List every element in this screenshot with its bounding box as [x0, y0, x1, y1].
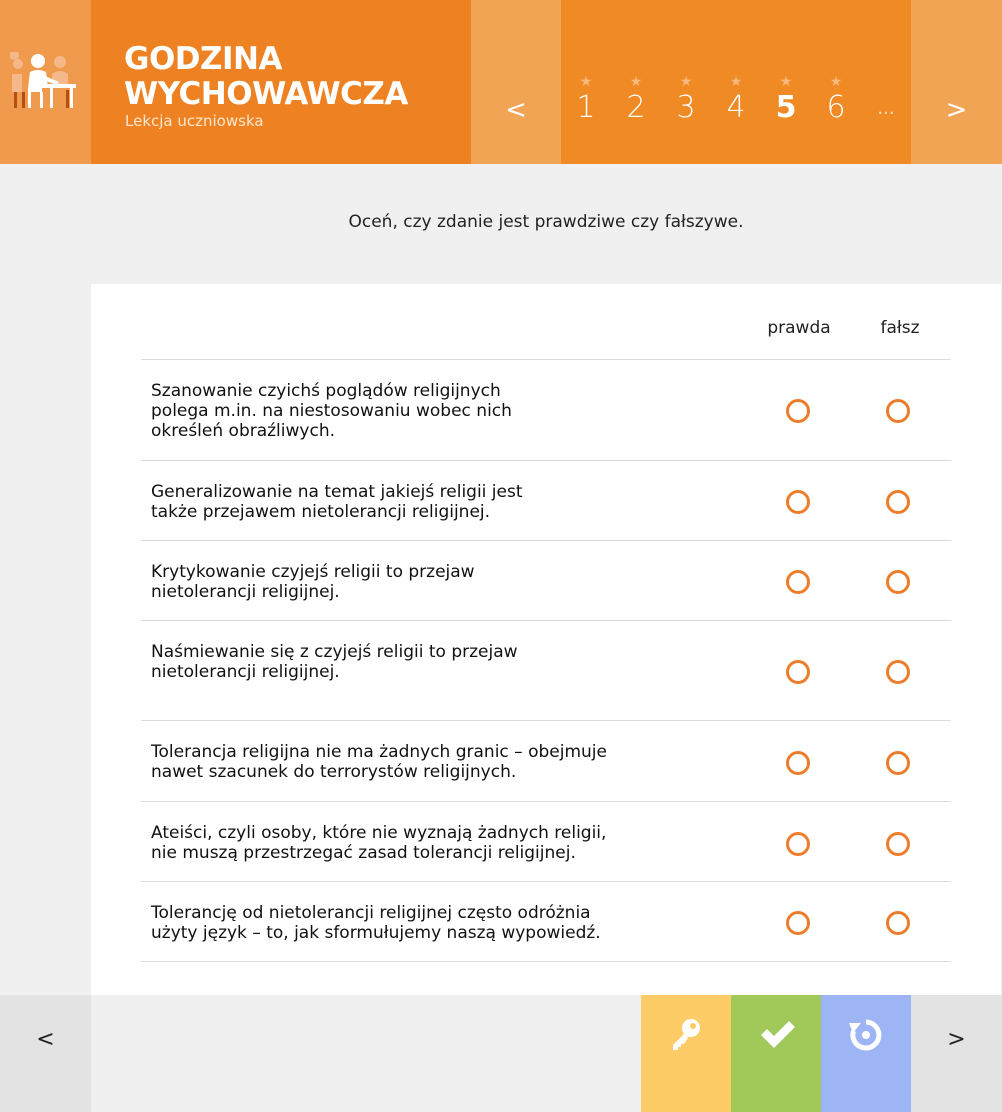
footer-prev-button[interactable]: < — [0, 995, 91, 1112]
statement-line: Naśmiewanie się z czyjejś religii to przejaw — [151, 642, 518, 662]
page-4-button[interactable] — [711, 0, 761, 164]
statement-row — [141, 540, 951, 620]
radio-false[interactable] — [886, 570, 910, 594]
page-number: 2 — [626, 90, 646, 125]
statement-line: użyty język – to, jak sformułujemy naszą wypowiedź. — [151, 923, 601, 943]
header — [0, 0, 1002, 164]
key-icon — [668, 1017, 704, 1053]
star-icon: ★ — [729, 74, 743, 90]
table-bottom-divider — [141, 961, 951, 962]
column-header-false: fałsz — [880, 318, 920, 338]
statement-line: nietolerancji religijnej. — [151, 582, 340, 602]
checkmark-icon — [758, 1017, 798, 1053]
statement-line: nawet szacunek do terrorystów religijnych. — [151, 762, 517, 782]
star-icon: ★ — [829, 74, 843, 90]
star-icon: ★ — [779, 74, 793, 90]
reset-button[interactable] — [821, 995, 911, 1112]
page-number: 3 — [676, 90, 696, 125]
statement-line: Szanowanie czyichś poglądów religijnych — [151, 381, 501, 401]
statement-text — [151, 642, 671, 682]
statement-line: Tolerancję od nietolerancji religijnej często odróżnia — [151, 903, 591, 923]
statement-row — [141, 620, 951, 720]
page-number: 6 — [826, 90, 846, 125]
star-icon: ★ — [629, 74, 643, 90]
statement-line: polega m.in. na niestosowaniu wobec nich — [151, 401, 512, 421]
hint-button[interactable] — [641, 995, 731, 1112]
star-icon: ★ — [579, 74, 593, 90]
statement-row — [141, 359, 951, 460]
student-at-desk-icon — [10, 52, 80, 112]
page-1-button[interactable] — [561, 0, 611, 164]
statement-row — [141, 801, 951, 881]
statement-line: nie muszą przestrzegać zasad tolerancji religijnej. — [151, 843, 576, 863]
page-number: 5 — [775, 90, 797, 125]
statement-row — [141, 720, 951, 801]
page-title — [124, 42, 408, 112]
radio-true[interactable] — [786, 399, 810, 423]
footer-spacer — [91, 995, 641, 1112]
title-block — [91, 0, 471, 164]
exercise-card — [91, 284, 1001, 995]
page-6-button[interactable] — [811, 0, 861, 164]
radio-false[interactable] — [886, 832, 910, 856]
statement-row — [141, 460, 951, 540]
statement-line: Tolerancja religijna nie ma żadnych granic – obejmuje — [151, 742, 607, 762]
radio-false[interactable] — [886, 751, 910, 775]
star-icon: ★ — [679, 74, 693, 90]
header-prev-button[interactable]: < — [471, 0, 561, 164]
column-header-true: prawda — [767, 318, 831, 338]
header-next-button[interactable]: > — [911, 0, 1002, 164]
radio-false[interactable] — [886, 490, 910, 514]
statement-line: nietolerancji religijnej. — [151, 662, 340, 682]
statement-line: Generalizowanie na temat jakiejś religii jest — [151, 482, 523, 502]
radio-true[interactable] — [786, 660, 810, 684]
page-more-button[interactable] — [861, 0, 911, 164]
statement-row — [141, 881, 951, 961]
radio-false[interactable] — [886, 399, 910, 423]
page-navigation — [561, 0, 911, 164]
page-subtitle: Lekcja uczniowska — [125, 112, 264, 130]
statement-text — [151, 381, 671, 441]
statement-text — [151, 742, 671, 782]
radio-false[interactable] — [886, 660, 910, 684]
reset-icon — [848, 1017, 884, 1053]
statement-line: Ateiści, czyli osoby, które nie wyznają żadnych religii, — [151, 823, 607, 843]
page-5-button-active[interactable] — [761, 0, 811, 164]
logo-box — [0, 0, 91, 164]
footer-next-button[interactable]: > — [911, 995, 1002, 1112]
title-line-2: WYCHOWAWCZA — [124, 76, 408, 112]
statement-text — [151, 482, 671, 522]
page-2-button[interactable] — [611, 0, 661, 164]
radio-true[interactable] — [786, 751, 810, 775]
statement-line: Krytykowanie czyjejś religii to przejaw — [151, 562, 475, 582]
more-pages-label: ... — [877, 98, 895, 119]
page-3-button[interactable] — [661, 0, 711, 164]
radio-true[interactable] — [786, 911, 810, 935]
statement-text — [151, 562, 671, 602]
radio-true[interactable] — [786, 570, 810, 594]
exercise-instruction: Oceń, czy zdanie jest prawdziwe czy fałszywe. — [348, 212, 744, 232]
title-line-1: GODZINA — [124, 41, 282, 77]
statement-text — [151, 903, 671, 943]
radio-false[interactable] — [886, 911, 910, 935]
page-number: 1 — [576, 90, 596, 125]
statement-line: określeń obraźliwych. — [151, 421, 335, 441]
check-answers-button[interactable] — [731, 995, 821, 1112]
statement-line: także przejawem nietolerancji religijnej. — [151, 502, 491, 522]
radio-true[interactable] — [786, 490, 810, 514]
statement-text — [151, 823, 671, 863]
radio-true[interactable] — [786, 832, 810, 856]
page-number: 4 — [726, 90, 746, 125]
